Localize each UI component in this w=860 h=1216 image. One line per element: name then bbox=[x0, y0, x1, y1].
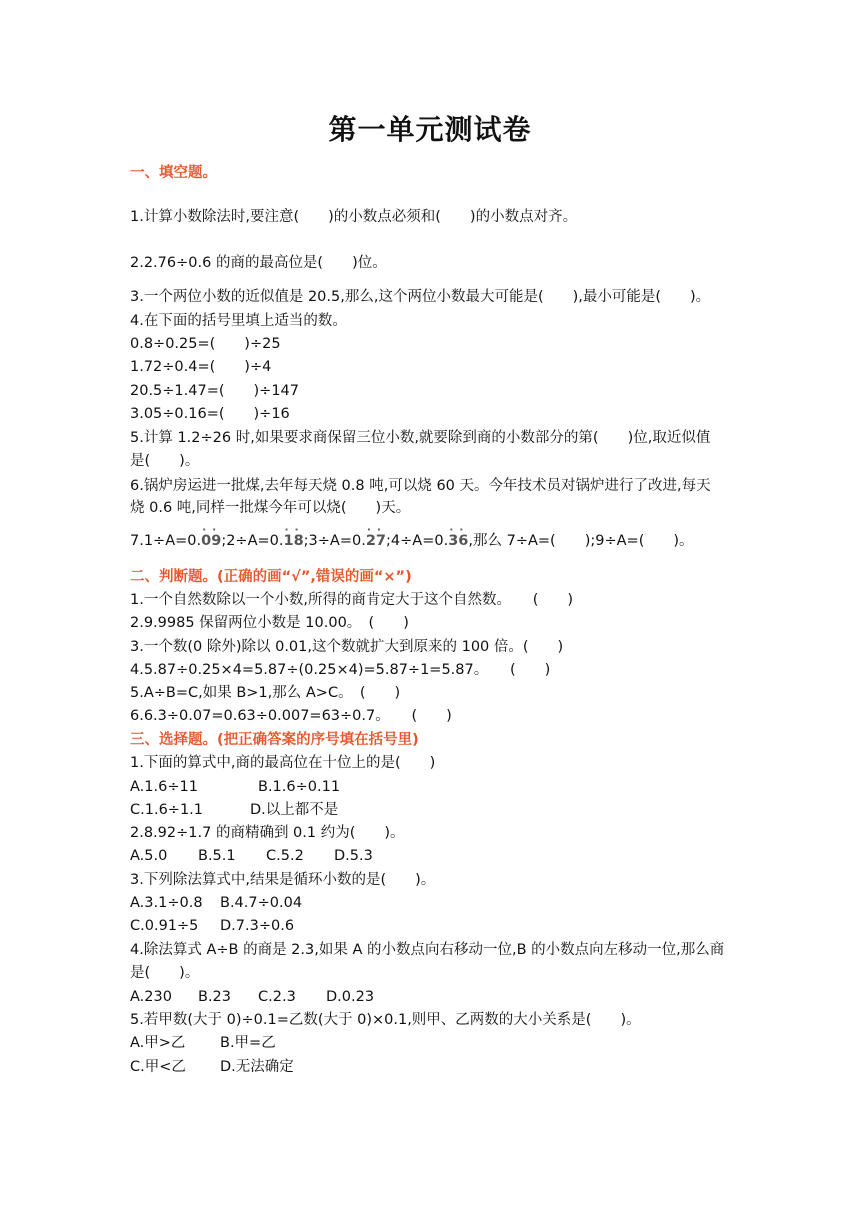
choice-q3-option-d: D.7.3÷0.6 bbox=[220, 918, 295, 934]
q7-repeating-2: · · 18 bbox=[283, 531, 303, 551]
fill-question-4: 4.在下面的括号里填上适当的数。 bbox=[130, 313, 347, 329]
q7-repeating-1: · · 09 bbox=[201, 531, 221, 551]
q7-part1: 7.1÷A=0. bbox=[130, 533, 202, 549]
choice-question-1: 1.下面的算式中,商的最高位在十位上的是( ) bbox=[130, 755, 436, 771]
choice-q3-option-b: B.4.7÷0.04 bbox=[220, 895, 303, 911]
choice-q4-option-d: D.0.23 bbox=[326, 989, 375, 1005]
choice-q2-option-d: D.5.3 bbox=[334, 848, 373, 864]
choice-q5-options-row2 bbox=[130, 1057, 294, 1077]
fill-question-5-line1: 5.计算 1.2÷26 时,如果要求商保留三位小数,就要除到商的小数部分的第( )位,取近似值 bbox=[130, 430, 711, 446]
fill-question-5-line2: 是( )。 bbox=[130, 453, 200, 469]
choice-q2-options bbox=[130, 846, 373, 866]
choice-q1-option-b: B.1.6÷0.11 bbox=[258, 779, 341, 795]
judge-question-4: 4.5.87÷0.25×4=5.87÷(0.25×4)=5.87÷1=5.87。 ( ) bbox=[130, 662, 551, 678]
choice-q4-option-a: A.230 bbox=[130, 989, 172, 1005]
choice-q4-options bbox=[130, 987, 374, 1007]
choice-question-5: 5.若甲数(大于 0)÷0.1=乙数(大于 0)×0.1,则甲、乙两数的大小关系是( )。 bbox=[130, 1012, 641, 1028]
fill-question-4b: 1.72÷0.4=( )÷4 bbox=[130, 359, 272, 375]
q7-part4: ;4÷A=0. bbox=[386, 533, 449, 549]
choice-q2-option-a: A.5.0 bbox=[130, 848, 168, 864]
section-heading-choice: 三、选择题。(把正确答案的序号填在括号里) bbox=[130, 732, 419, 748]
choice-q1-option-c: C.1.6÷1.1 bbox=[130, 802, 204, 818]
fill-question-4a: 0.8÷0.25=( )÷25 bbox=[130, 336, 281, 352]
judge-question-2: 2.9.9985 保留两位小数是 10.00。 ( ) bbox=[130, 615, 409, 631]
choice-question-2: 2.8.92÷1.7 的商精确到 0.1 约为( )。 bbox=[130, 825, 405, 841]
choice-q3-options-row2 bbox=[130, 916, 294, 936]
choice-question-3: 3.下列除法算式中,结果是循环小数的是( )。 bbox=[130, 872, 436, 888]
choice-q2-option-b: B.5.1 bbox=[198, 848, 236, 864]
fill-question-6-line1: 6.锅炉房运进一批煤,去年每天烧 0.8 吨,可以烧 60 天。今年技术员对锅炉进行了改进,每天 bbox=[130, 478, 711, 494]
page-title: 第一单元测试卷 bbox=[328, 113, 532, 146]
choice-q3-option-c: C.0.91÷5 bbox=[130, 918, 199, 934]
choice-q5-option-a: A.甲>乙 bbox=[130, 1035, 186, 1051]
choice-q2-option-c: C.5.2 bbox=[266, 848, 304, 864]
choice-q1-option-d: D.以上都不是 bbox=[250, 802, 339, 818]
choice-question-4-line1: 4.除法算式 A÷B 的商是 2.3,如果 A 的小数点向右移动一位,B 的小数点向左移动一位,那么商 bbox=[130, 942, 725, 958]
fill-question-7 bbox=[130, 531, 694, 551]
fill-question-4c: 20.5÷1.47=( )÷147 bbox=[130, 383, 300, 399]
choice-q1-options-row1 bbox=[130, 777, 340, 797]
fill-question-6-line2: 烧 0.6 吨,同样一批煤今年可以烧( )天。 bbox=[130, 500, 411, 516]
fill-question-4d: 3.05÷0.16=( )÷16 bbox=[130, 406, 290, 422]
choice-question-4-line2: 是( )。 bbox=[130, 965, 200, 981]
judge-question-6: 6.6.3÷0.07=0.63÷0.007=63÷0.7。 ( ) bbox=[130, 708, 452, 724]
choice-q3-options-row1 bbox=[130, 893, 302, 913]
q7-part2: ;2÷A=0. bbox=[221, 533, 284, 549]
choice-q1-option-a: A.1.6÷11 bbox=[130, 779, 198, 795]
q7-part3: ;3÷A=0. bbox=[303, 533, 366, 549]
choice-q3-option-a: A.3.1÷0.8 bbox=[130, 895, 203, 911]
fill-question-3: 3.一个两位小数的近似值是 20.5,那么,这个两位小数最大可能是( ),最小可能是( )。 bbox=[130, 289, 711, 305]
fill-question-1: 1.计算小数除法时,要注意( )的小数点必须和( )的小数点对齐。 bbox=[130, 209, 578, 225]
section-heading-fill: 一、填空题。 bbox=[130, 165, 217, 181]
judge-question-1: 1.一个自然数除以一个小数,所得的商肯定大于这个自然数。 ( ) bbox=[130, 592, 574, 608]
judge-question-3: 3.一个数(0 除外)除以 0.01,这个数就扩大到原来的 100 倍。( ) bbox=[130, 639, 564, 655]
choice-q5-option-b: B.甲=乙 bbox=[220, 1035, 276, 1051]
choice-q1-options-row2 bbox=[130, 800, 338, 820]
fill-question-2: 2.2.76÷0.6 的商的最高位是( )位。 bbox=[130, 255, 387, 271]
q7-repeating-4: · · 36 bbox=[448, 531, 468, 551]
judge-question-5: 5.A÷B=C,如果 B>1,那么 A>C。 ( ) bbox=[130, 685, 401, 701]
q7-repeating-3: · · 27 bbox=[366, 531, 386, 551]
section-heading-judge: 二、判断题。(正确的画“√”,错误的画“×”) bbox=[130, 569, 412, 585]
choice-q4-option-c: C.2.3 bbox=[258, 989, 296, 1005]
choice-q5-option-c: C.甲<乙 bbox=[130, 1059, 186, 1075]
choice-q5-option-d: D.无法确定 bbox=[220, 1059, 294, 1075]
choice-q4-option-b: B.23 bbox=[198, 989, 232, 1005]
choice-q5-options-row1 bbox=[130, 1033, 276, 1053]
q7-part5: ,那么 7÷A=( );9÷A=( )。 bbox=[468, 533, 694, 549]
